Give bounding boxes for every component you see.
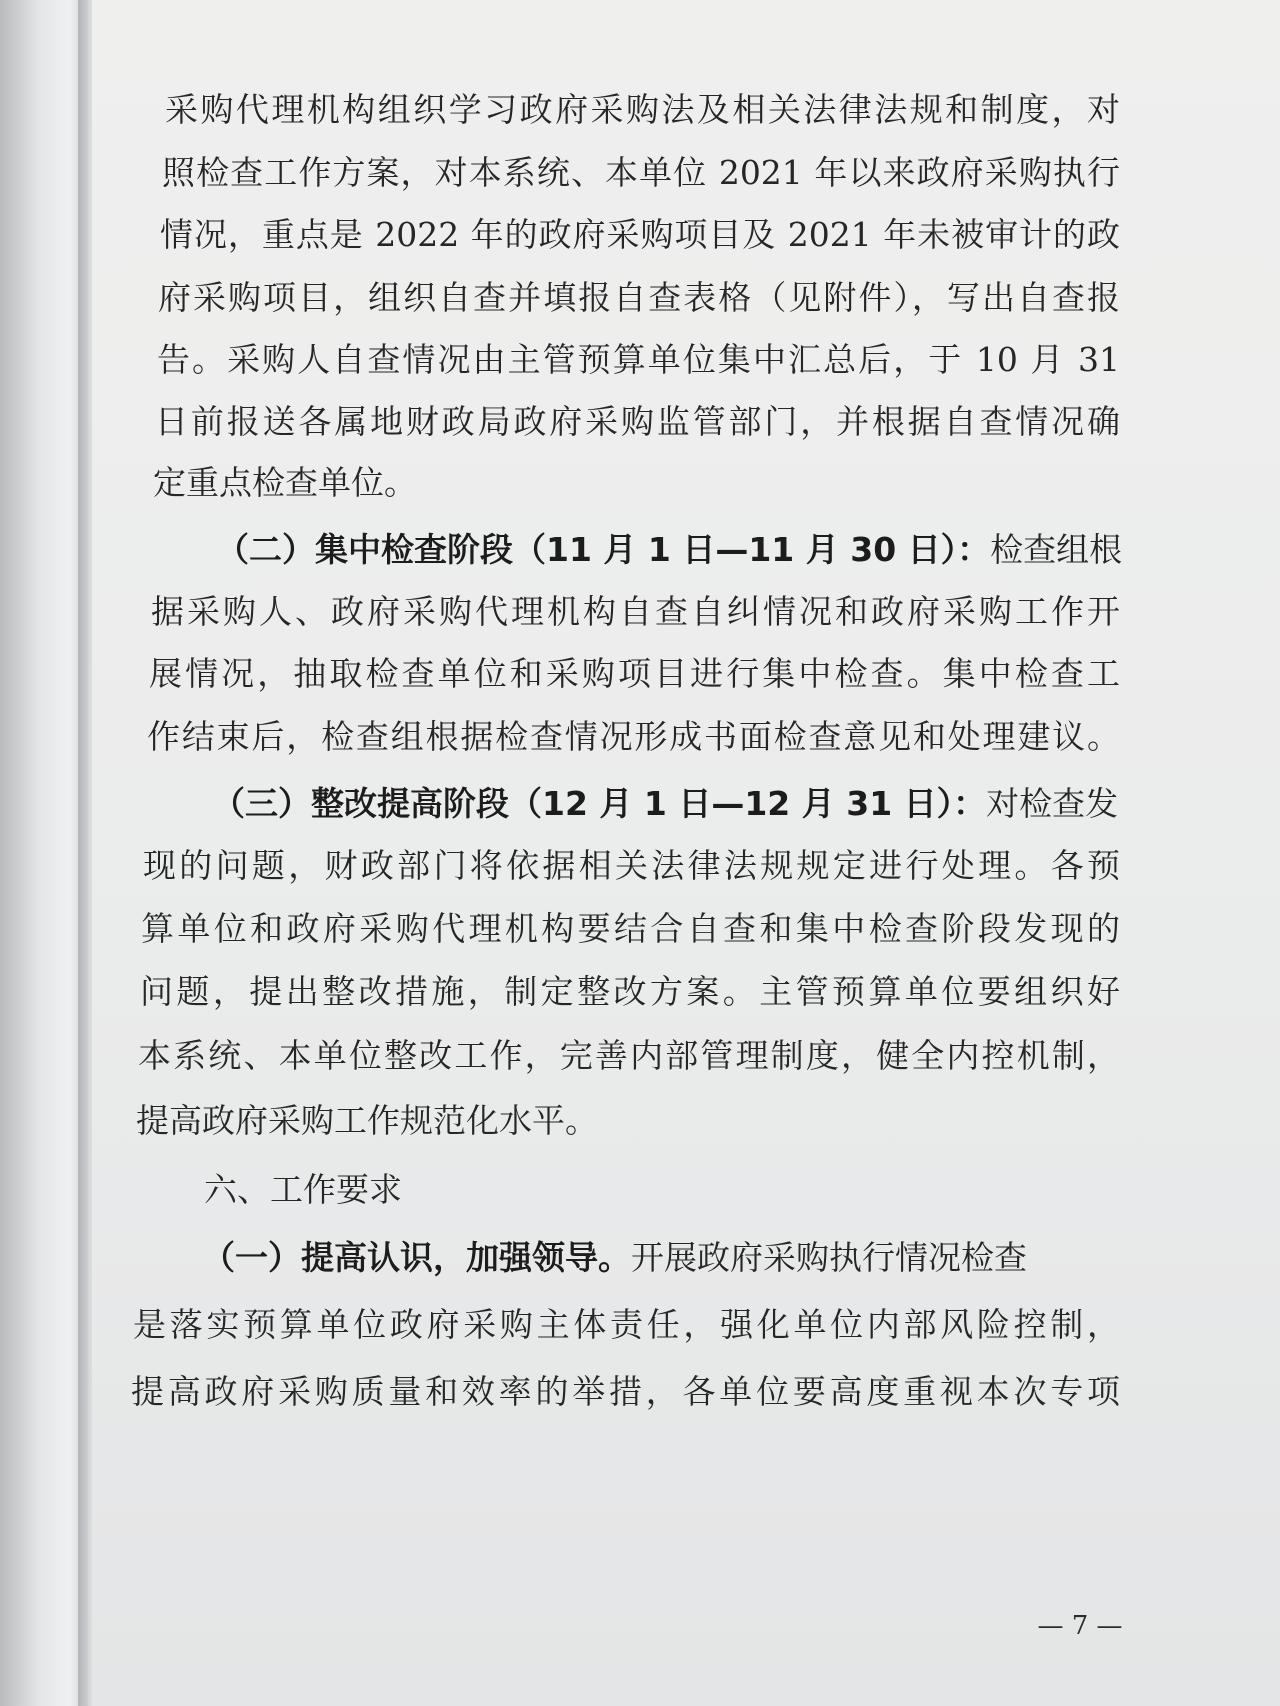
subsection-1-heading: （一）提高认识，加强领导。 <box>202 1238 631 1277</box>
paragraph-line: 告。采购人自查情况由主管预算单位集中汇总后，于 10 月 31 <box>157 340 1120 379</box>
paragraph-line: 采购代理机构组织学习政府采购法及相关法律法规和制度，对 <box>165 90 1120 129</box>
section-3-line: 问题，提出整改措施，制定整改方案。主管预算单位要组织好 <box>140 972 1120 1011</box>
document-page <box>92 0 1280 1706</box>
subsection-1-line: 提高政府采购质量和效率的举措，各单位要高度重视本次专项 <box>131 1372 1120 1411</box>
subsection-1-line: 是落实预算单位政府采购主体责任，强化单位内部风险控制， <box>133 1305 1120 1344</box>
paragraph-line: 府采购项目，组织自查并填报自查表格（见附件），写出自查报 <box>158 278 1120 317</box>
section-2-heading: （二）集中检查阶段（11 月 1 日—11 月 30 日）： <box>216 530 991 569</box>
subsection-1-first-line <box>202 1238 1120 1278</box>
section-3-line: 算单位和政府采购代理机构要结合自查和集中检查阶段发现的 <box>141 909 1120 948</box>
paragraph-line: 照检查工作方案，对本系统、本单位 2021 年以来政府采购执行 <box>162 153 1120 192</box>
subsection-1-first-line-rest: 开展政府采购执行情况检查 <box>631 1238 1027 1277</box>
section-3-line: 现的问题，财政部门将依据相关法律法规规定进行处理。各预 <box>143 846 1120 885</box>
section-2-line: 据采购人、政府采购代理机构自查自纠情况和政府采购工作开 <box>151 592 1120 631</box>
section-3-heading: （三）整改提高阶段（12 月 1 日—12 月 31 日）： <box>212 784 987 823</box>
section-3-first-line-rest: 对检查发 <box>986 784 1119 823</box>
paragraph-line: 日前报送各属地财政局政府采购监管部门，并根据自查情况确 <box>155 402 1120 441</box>
section-3-first-line <box>212 784 1120 824</box>
paragraph-line: 定重点检查单位。 <box>153 463 417 502</box>
section-3-line: 本系统、本单位整改工作，完善内部管理制度，健全内控机制， <box>138 1036 1120 1075</box>
section-3-line: 提高政府采购工作规范化水平。 <box>136 1101 598 1140</box>
section-2-line: 展情况，抽取检查单位和采购项目进行集中检查。集中检查工 <box>149 654 1120 693</box>
page-number: — 7 — <box>1037 1611 1123 1641</box>
paragraph-line: 情况，重点是 2022 年的政府采购项目及 2021 年未被审计的政 <box>160 215 1120 254</box>
section-six-title: 六、工作要求 <box>204 1170 402 1209</box>
section-2-first-line <box>216 530 1123 570</box>
binding-edge <box>78 0 88 1706</box>
section-2-line: 作结束后，检查组根据检查情况形成书面检查意见和处理建议。 <box>147 717 1120 756</box>
section-2-first-line-rest: 检查组根 <box>990 530 1123 569</box>
